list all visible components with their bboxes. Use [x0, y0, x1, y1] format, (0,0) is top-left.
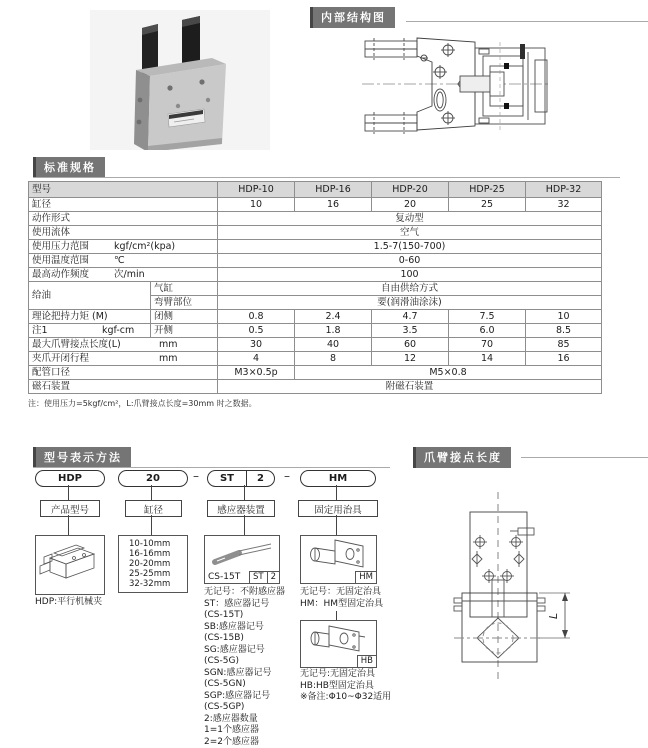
section-title-model-designation: 型号表示方法 [33, 447, 131, 468]
sensor-note: SGP:感应器记号 [204, 690, 271, 701]
jig-note: 无记号：无固定治具 [300, 587, 382, 597]
stroke-label: 夹爪开闭行程 mm [29, 352, 218, 366]
model-hdp-20: HDP-20 [372, 182, 449, 198]
section-title-standard-spec: 标准规格 [33, 157, 105, 178]
row-torque-close [29, 310, 602, 324]
stroke-value: 8 [295, 352, 372, 366]
bore-value: 10 [218, 198, 295, 212]
section-rule-model [33, 467, 390, 468]
oil-arm-label: 弯臂部位 [151, 296, 218, 310]
stroke-unit: mm [159, 353, 178, 364]
connector-line [336, 485, 337, 500]
row-bore-label: 缸径 [29, 198, 218, 212]
torque-close-value: 2.4 [295, 310, 372, 324]
pill-bore-code: 20 [118, 470, 188, 487]
pill-sensor-code [207, 470, 275, 487]
sensor-note: 无记号：不附感应器 [204, 587, 286, 597]
sensor-note: SB:感应器记号 [204, 621, 264, 632]
gripper-line-drawing [36, 536, 102, 592]
pill-jig-code: HM [300, 470, 376, 487]
arm-length-diagram [430, 462, 630, 687]
torque-close-value: 0.8 [218, 310, 295, 324]
torque-open-value: 0.5 [218, 324, 295, 338]
connector-line [151, 485, 152, 500]
stroke-value: 4 [218, 352, 295, 366]
sensor-note: (CS-15T) [204, 610, 244, 620]
torque-close-value: 4.7 [372, 310, 449, 324]
pill-sensor-qty: 2 [257, 473, 264, 484]
jig-hm-tag: HM [355, 571, 377, 584]
row-pressure [29, 240, 602, 254]
torque-close-value: 10 [526, 310, 602, 324]
row-arm-length [29, 338, 602, 352]
row-stroke [29, 352, 602, 366]
sensor-note: (CS-5GN) [204, 679, 246, 689]
bore-option: 32-32mm [129, 579, 171, 589]
row-magnet [29, 380, 602, 394]
spec-table [28, 181, 602, 394]
connector-line [336, 515, 337, 535]
connector-line [244, 485, 245, 500]
action-value: 复动型 [218, 212, 602, 226]
sensor-note: 2=2个感应器 [204, 736, 259, 747]
jig-note: HM：HM型固定治具 [300, 598, 384, 609]
stroke-value: 16 [526, 352, 602, 366]
arm-length-value: 30 [218, 338, 295, 352]
jig-hb-tag: HB [357, 655, 377, 668]
row-frequency-label: 最高动作频度 次/min [29, 268, 218, 282]
sensor-note: ST：感应器记号 [204, 598, 270, 609]
sensor-notes [204, 587, 285, 748]
section-rule-internal [406, 21, 648, 22]
torque-open-value: 8.5 [526, 324, 602, 338]
pill-separator: – [193, 469, 199, 483]
section-rule-spec [33, 177, 620, 178]
product-description: HDP:平行机械夹 [35, 597, 103, 607]
torque-close-value: 7.5 [449, 310, 526, 324]
jig-hb-notes [300, 669, 391, 704]
bore-value: 16 [295, 198, 372, 212]
torque-open-side: 开侧 [151, 324, 218, 338]
frequency-value: 100 [218, 268, 602, 282]
frequency-unit: 次/min [114, 269, 145, 280]
label-sensor-device: 感应器装置 [207, 500, 275, 517]
stroke-value: 12 [372, 352, 449, 366]
torque-open-value: 3.5 [372, 324, 449, 338]
sensor-note: SGN:感应器记号 [204, 667, 272, 678]
stroke-value: 14 [449, 352, 526, 366]
row-fluid-label: 使用流体 [29, 226, 218, 240]
model-hdp-16: HDP-16 [295, 182, 372, 198]
pill-sensor-type: ST [219, 473, 235, 484]
jig-note: 无记号:无固定治具 [300, 669, 376, 679]
temperature-unit: ℃ [114, 255, 125, 266]
product-photo [90, 10, 270, 150]
sensor-illustration [205, 536, 277, 568]
torque-open-value: 6.0 [449, 324, 526, 338]
bore-value: 32 [526, 198, 602, 212]
row-piping [29, 366, 602, 380]
bore-value: 25 [449, 198, 526, 212]
pressure-unit: kgf/cm²(kpa) [114, 241, 176, 252]
piping-label: 配管口径 [29, 366, 218, 380]
pill-product-code: HDP [35, 470, 105, 487]
arm-length-label: 最大爪臂接点长度(L) mm [29, 338, 218, 352]
row-oil-label: 给油 [29, 282, 151, 310]
fluid-value: 空气 [218, 226, 602, 240]
row-torque-open [29, 324, 602, 338]
spec-note: 注：使用压力=5kgf/cm²，L:爪臂接点长度=30mm 时之数据。 [28, 399, 257, 408]
jig-hb-illustration [301, 621, 374, 655]
arm-length-value: 85 [526, 338, 602, 352]
magnet-label: 磁石装置 [29, 380, 218, 394]
arm-length-value: 70 [449, 338, 526, 352]
bore-option: 20-20mm [129, 559, 171, 569]
label-product-model: 产品型号 [40, 500, 100, 517]
jig-note: HB:HB型固定治具 [300, 680, 374, 691]
sensor-note: SG:感应器记号 [204, 644, 265, 655]
product-image-box [35, 535, 105, 595]
jig-hb-image-box [300, 620, 377, 668]
sensor-tag-qty: 2 [268, 571, 280, 584]
connector-line [336, 611, 337, 620]
torque-open-unit: kgf-cm [102, 325, 135, 336]
torque-close-side: 闭侧 [151, 310, 218, 324]
row-temperature [29, 254, 602, 268]
pressure-value: 1.5-7(150-700) [218, 240, 602, 254]
oil-cylinder-value: 自由供给方式 [218, 282, 602, 296]
sensor-image-box [204, 535, 280, 584]
arm-length-value: 60 [372, 338, 449, 352]
jig-hm-illustration [301, 536, 374, 572]
bore-value: 20 [372, 198, 449, 212]
bore-options-box [118, 535, 188, 593]
section-title-internal-structure: 内部结构图 [310, 7, 395, 28]
arm-length-unit: mm [159, 339, 178, 350]
row-frequency [29, 268, 602, 282]
piping-value-rest: M5×0.8 [295, 366, 602, 380]
row-action-label: 动作形式 [29, 212, 218, 226]
section-title-arm-length: 爪臂接点长度 [413, 447, 511, 468]
sensor-note: (CS-5GP) [204, 702, 245, 712]
sensor-note: 2:感应器数量 [204, 713, 258, 724]
row-pressure-label: 使用压力范围 kgf/cm²(kpa) [29, 240, 218, 254]
bore-option: 16-16mm [129, 549, 171, 559]
connector-line [68, 485, 69, 500]
spec-header-model: 型号 [29, 182, 218, 198]
model-hdp-32: HDP-32 [526, 182, 602, 198]
connector-line [68, 515, 69, 535]
magnet-value: 附磁石装置 [218, 380, 602, 394]
sensor-note: (CS-15B) [204, 633, 244, 643]
jig-note: ※备注:Φ10~Φ32适用 [300, 692, 392, 702]
pill-separator: – [284, 469, 290, 483]
connector-line [244, 515, 245, 535]
row-action [29, 212, 602, 226]
sensor-tag-st: ST [249, 571, 268, 584]
model-hdp-25: HDP-25 [449, 182, 526, 198]
sensor-tags [249, 571, 280, 584]
section-rule-arm [521, 457, 648, 458]
row-temperature-label: 使用温度范围 ℃ [29, 254, 218, 268]
row-fluid [29, 226, 602, 240]
torque-open-value: 1.8 [295, 324, 372, 338]
temperature-value: 0-60 [218, 254, 602, 268]
oil-arm-value: 要(润滑油涂沫) [218, 296, 602, 310]
spec-header-row [29, 182, 602, 198]
sensor-note: (CS-5G) [204, 656, 239, 666]
internal-structure-diagram [360, 36, 550, 136]
model-hdp-10: HDP-10 [218, 182, 295, 198]
jig-hm-image-box [300, 535, 377, 584]
connector-line [151, 515, 152, 535]
row-bore [29, 198, 602, 212]
sensor-model-label: CS-15T [208, 572, 241, 582]
piping-value-hdp10: M3×0.5p [218, 366, 295, 380]
label-bore: 缸径 [125, 500, 182, 517]
gripper-photo-illustration [90, 10, 270, 150]
bore-option: 10-10mm [129, 539, 171, 549]
label-fixing-jig: 固定用治具 [298, 500, 378, 517]
bore-option: 25-25mm [129, 569, 171, 579]
sensor-note: 1=1个感应器 [204, 725, 259, 735]
arm-length-value: 40 [295, 338, 372, 352]
jig-hm-notes [300, 587, 383, 610]
oil-cylinder-label: 气缸 [151, 282, 218, 296]
row-oil-cylinder [29, 282, 602, 296]
torque-open-label: 注1 kgf-cm [29, 324, 151, 338]
torque-close-label: 理论把持力矩 (M) [29, 310, 151, 324]
dimension-label-L: L [547, 612, 560, 619]
